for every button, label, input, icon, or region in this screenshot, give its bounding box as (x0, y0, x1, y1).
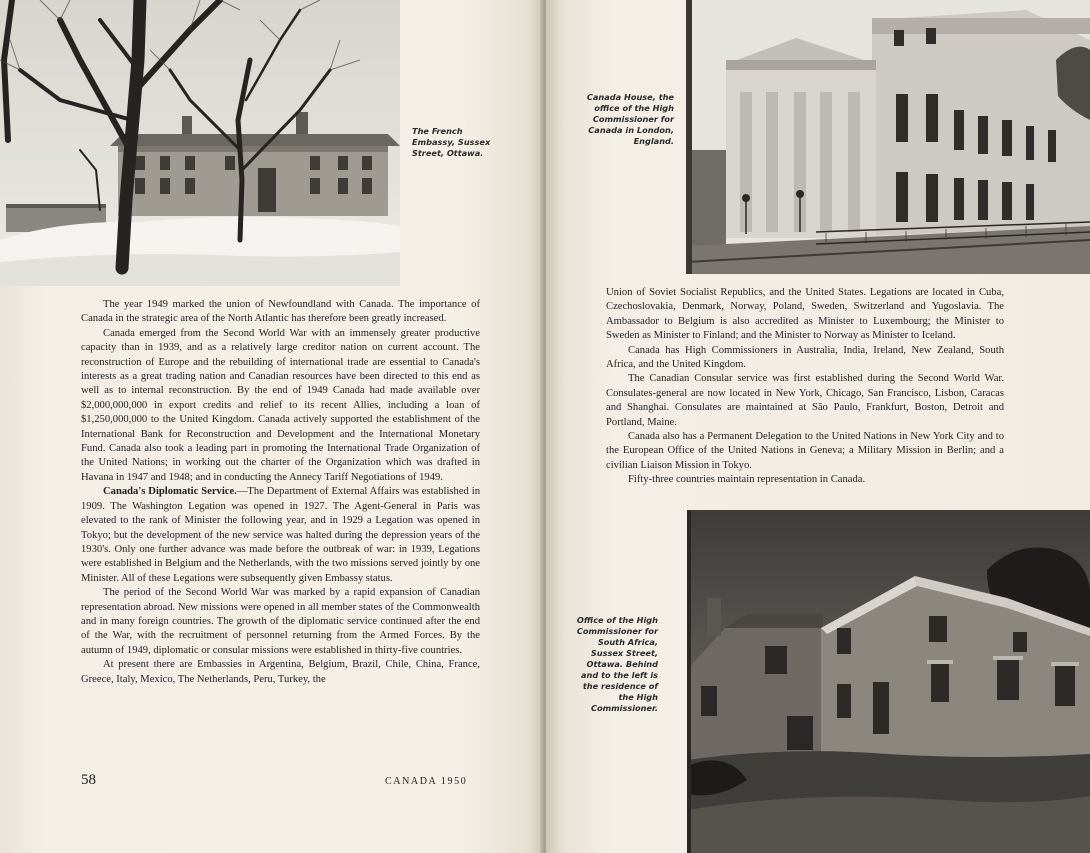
paragraph-newfoundland: The year 1949 marked the union of Newfoundland with Canada. The importance of Canada in the strategic area of the North Atlantic has therefore been greatly increased. (81, 299, 480, 325)
page-number: 58 (81, 772, 96, 788)
south-africa-office-photo (687, 510, 1090, 853)
french-embassy-caption: The French Embassy, Sussex Street, Ottawa. (412, 126, 491, 158)
left-page (0, 0, 544, 853)
paragraph-embassies: At present there are Embassies in Argentina, Belgium, Brazil, Chile, China, France, Greece, Italy, Mexico, The Netherlands, Peru, Turkey, the (81, 659, 480, 685)
south-africa-office-caption: Office of the High Commissioner for South Africa, Sussex Street, Ottawa. Behind and to the left is the residence of the High Commissioner. (576, 615, 658, 713)
right-page (546, 0, 1090, 853)
paragraph-continuation: Union of Soviet Socialist Republics, and the United States. Legations are located in Cuba, Czechoslovakia, Denmark, Norway, Poland, Sweden, Switzerland and Yugoslavia. The Ambassador to Belgium is also accredited as Minister to Luxembourg; the Minister to Sweden as Minister to Finland; and the Minister to Norway as Minister to Iceland. (606, 287, 1004, 342)
diplomatic-service-heading: Canada's Diplomatic Service. (103, 486, 237, 498)
paragraph-high-commissioners: Canada has High Commissioners in Australia, India, Ireland, New Zealand, South Africa, and the United Kingdom. (606, 344, 1004, 371)
paragraph-representation: Fifty-three countries maintain representation in Canada. (628, 474, 866, 486)
left-body-text (81, 298, 480, 687)
paragraph-war-expansion: The period of the Second World War was marked by a rapid expansion of Canadian representation abroad. New missions were opened in all member states of the Commonwealth and in many foreign countries. The growth of the diplomatic service continued after the end of the War, with the recruitment of personnel returning from the Armed Forces. By the autumn of 1949, diplomatic or consular missions were established in thirty-five countries. (81, 587, 480, 656)
paragraph-diplomatic-service (81, 485, 480, 586)
diplomatic-service-text: —The Department of External Affairs was established in 1909. The Washington Legation was opened in 1927. The Agent-General in Paris was elevated to the rank of Minister the following year, and in 1929 a Legation was opened in Tokyo; but the development of the new service was halted during the depression years of the 1930's. Only one further advance was made before the outbreak of war: in 1939, Legations were established in Belgium and the Netherlands, with the two missions served jointly by one Minister. All of these Legations were subsequently given Embassy status. (81, 486, 481, 584)
paragraph-consular-service: The Canadian Consular service was first established during the Second World War. Consulates-general are now located in New York, Chicago, San Francisco, Lisbon, Caracas and Shanghai. Consulates are maintained at São Paulo, Frankfurt, Boston, Detroit and Portland, Maine. (606, 373, 1004, 428)
canada-house-caption: Canada House, the office of the High Commissioner for Canada in London, England. (586, 92, 674, 146)
right-body-text (606, 286, 1004, 488)
canada-house-photo (686, 0, 1090, 274)
paragraph-economy: Canada emerged from the Second World War with an immensely greater productive capacity than in 1939, and as a relatively large creditor nation on current account. The reconstruction of Europe and the rebuilding of international trade are essential to Canada's interests as a great trading nation and Canadian resources have been directed to this end as well as to internal reconstruction. By the end of 1949 Canada had made available over $2,000,000,000 in export credits and relief to its recent Allies, including a loan of $1,250,000,000 to the United Kingdom. Canada actively supported the establishment of the International Bank for Reconstruction and Development and the International Monetary Fund. Canada also took a leading part in promoting the International Trade Organization of the United Nations; in working out the charter of the Organization which was drafted in Havana in 1947 and 1948; and in conducting the Annecy Tariff Negotiations of 1949. (81, 327, 480, 483)
running-title: CANADA 1950 (385, 776, 468, 787)
paragraph-permanent-delegation: Canada also has a Permanent Delegation to the United Nations in New York City and to the European Office of the United Nations in Geneva; a Military Mission in Berlin; and a civilian Liaison Mission in Tokyo. (606, 431, 1004, 471)
french-embassy-photo (0, 0, 400, 286)
